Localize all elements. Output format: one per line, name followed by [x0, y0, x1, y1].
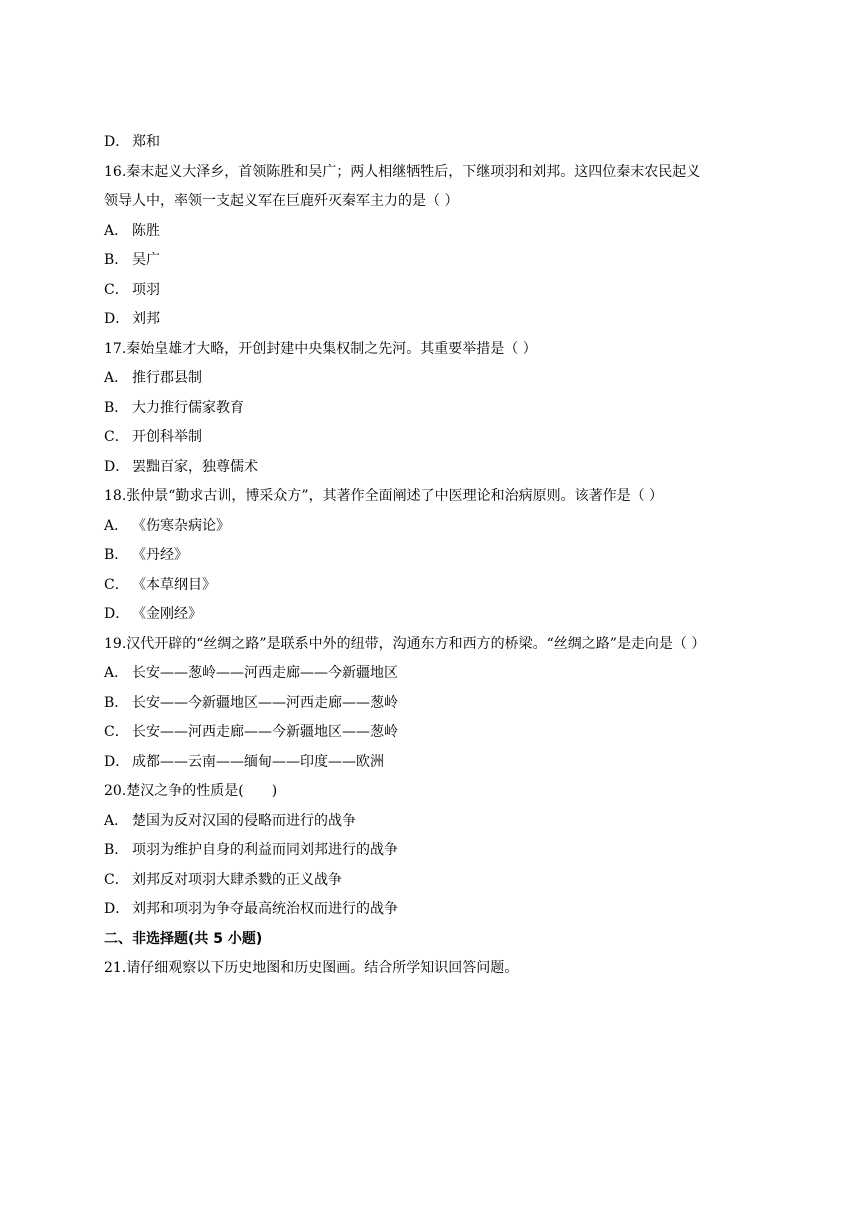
- option-text: 长安——河西走廊——今新疆地区——葱岭: [132, 724, 398, 740]
- option-letter: A．: [104, 370, 129, 386]
- option-text: 《金刚经》: [132, 606, 202, 622]
- answer-option: [104, 571, 764, 601]
- option-text: 刘邦和项羽为争夺最高统治权而进行的战争: [132, 901, 398, 917]
- answer-option: [104, 364, 764, 394]
- option-text: 郑和: [132, 134, 160, 150]
- option-letter: C．: [104, 429, 129, 445]
- option-letter: D．: [104, 753, 130, 770]
- question-stem: 21.请仔细观察以下历史地图和历史图画。结合所学知识回答问题。: [104, 960, 519, 976]
- answer-option: [104, 128, 764, 158]
- option-text: 《本草纲目》: [132, 576, 216, 593]
- answer-option: [104, 866, 764, 896]
- option-letter: B．: [104, 694, 129, 711]
- option-letter: A．: [104, 517, 129, 534]
- section-heading: 二、非选择题(共 5 小题): [104, 930, 263, 947]
- option-text: 刘邦反对项羽大肆杀戮的正义战争: [132, 871, 342, 888]
- option-letter: C．: [104, 871, 129, 888]
- option-text: 《伤寒杂病论》: [132, 517, 230, 534]
- option-text: 开创科举制: [132, 429, 202, 445]
- option-letter: A．: [104, 222, 129, 239]
- answer-option: [104, 541, 764, 571]
- option-text: 推行郡县制: [132, 370, 202, 386]
- answer-option: [104, 689, 764, 719]
- answer-option: [104, 512, 764, 542]
- option-letter: B．: [104, 252, 129, 268]
- option-letter: B．: [104, 842, 129, 858]
- option-text: 吴广: [132, 252, 160, 268]
- question-stem: 20.楚汉之争的性质是( ): [104, 783, 278, 799]
- option-text: 项羽为维护自身的利益而同刘邦进行的战争: [132, 842, 398, 858]
- option-letter: A．: [104, 665, 129, 681]
- answer-option: [104, 718, 764, 748]
- answer-option: [104, 276, 764, 306]
- answer-option: [104, 246, 764, 276]
- exam-content: [104, 128, 764, 984]
- option-letter: D．: [104, 311, 130, 327]
- option-letter: D．: [104, 134, 130, 150]
- option-text: 长安——葱岭——河西走廊——今新疆地区: [132, 665, 398, 681]
- question-stem: 17.秦始皇雄才大略，开创封建中央集权制之先河。其重要举措是（ ）: [104, 340, 537, 357]
- answer-option: [104, 217, 764, 247]
- option-letter: B．: [104, 399, 129, 416]
- option-letter: C．: [104, 724, 129, 740]
- option-text: 楚国为反对汉国的侵略而进行的战争: [132, 812, 356, 829]
- option-text: 陈胜: [132, 222, 160, 239]
- option-text: 成都——云南——缅甸——印度——欧洲: [132, 753, 384, 770]
- answer-option: [104, 453, 764, 483]
- option-letter: D．: [104, 458, 130, 475]
- option-letter: D．: [104, 901, 130, 917]
- option-text: 项羽: [132, 281, 160, 298]
- answer-option: [104, 423, 764, 453]
- option-text: 《丹经》: [132, 547, 188, 563]
- question-stem: 领导人中，率领一支起义军在巨鹿歼灭秦军主力的是（ ）: [104, 193, 459, 209]
- option-letter: C．: [104, 576, 129, 593]
- answer-option: [104, 836, 764, 866]
- answer-option: [104, 659, 764, 689]
- option-text: 罢黜百家，独尊儒术: [132, 458, 258, 475]
- option-text: 大力推行儒家教育: [132, 399, 244, 416]
- option-letter: C．: [104, 281, 129, 298]
- option-letter: A．: [104, 812, 129, 829]
- question-stem: 18.张仲景“勤求古训，博采众方”，其著作全面阐述了中医理论和治病原则。该著作是（ ）: [104, 488, 664, 504]
- answer-option: [104, 394, 764, 424]
- answer-option: [104, 748, 764, 778]
- option-letter: D．: [104, 606, 130, 622]
- answer-option: [104, 895, 764, 925]
- answer-option: [104, 305, 764, 335]
- question-stem: 19.汉代开辟的“丝绸之路”是联系中外的纽带，沟通东方和西方的桥梁。“丝绸之路”是走向是（ ）: [104, 635, 706, 652]
- option-text: 长安——今新疆地区——河西走廊——葱岭: [132, 694, 398, 711]
- answer-option: [104, 807, 764, 837]
- question-stem: 16.秦末起义大泽乡，首领陈胜和吴广；两人相继牺牲后，下继项羽和刘邦。这四位秦末农民起义: [104, 163, 701, 180]
- answer-option: [104, 600, 764, 630]
- option-text: 刘邦: [132, 311, 160, 327]
- option-letter: B．: [104, 547, 129, 563]
